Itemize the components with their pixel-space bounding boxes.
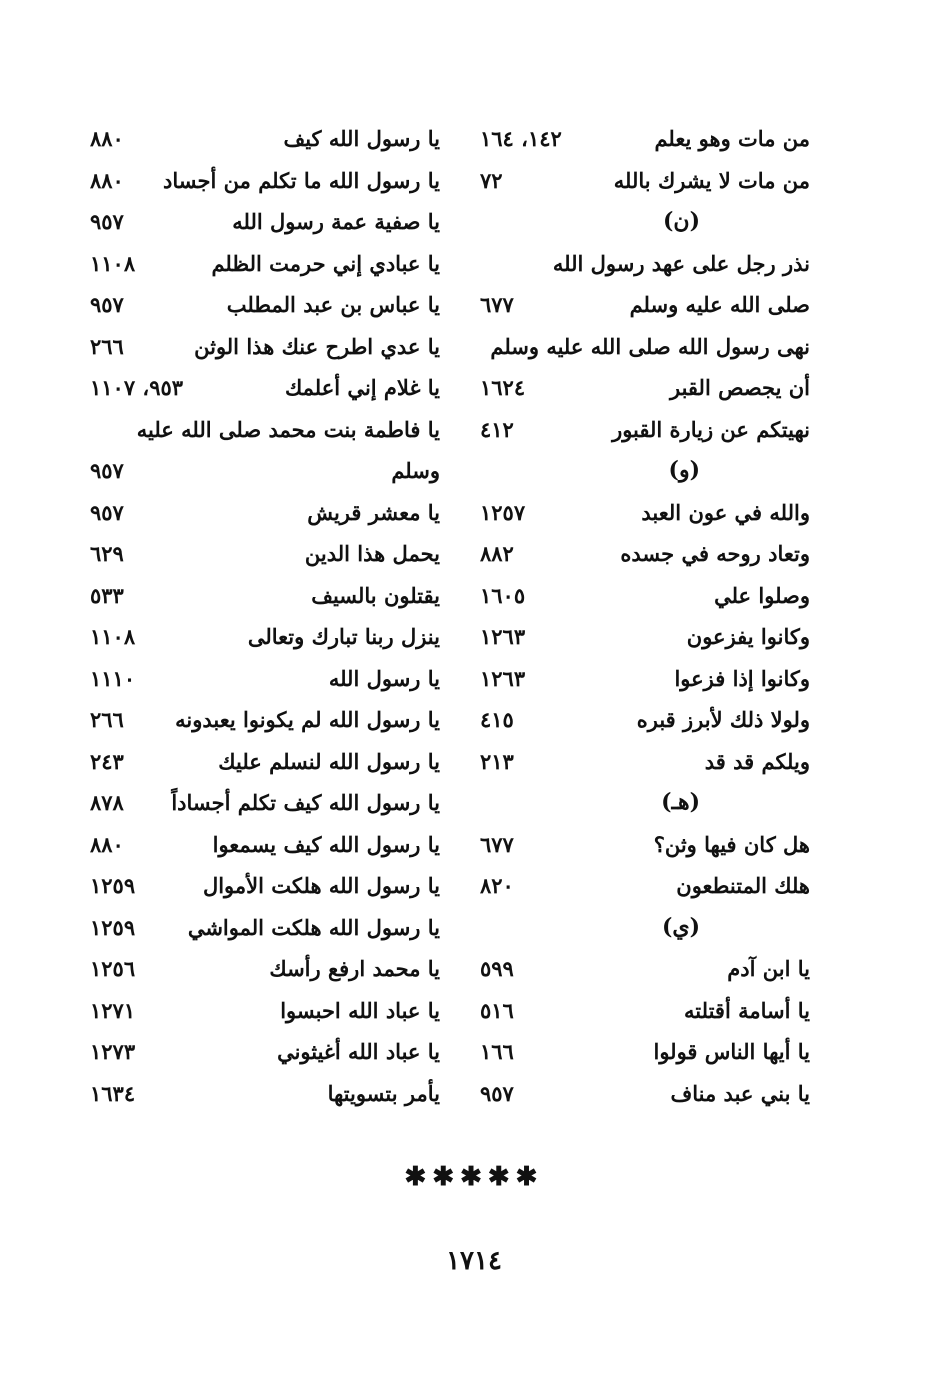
entry-page-ref: ٨٧٨: [90, 790, 124, 815]
entry-text: يا عدي اطرح عنك هذا الوثن: [194, 333, 440, 359]
index-entry: [90, 575, 440, 617]
entry-text: وكانوا يفزعون: [686, 624, 810, 649]
index-entry: [90, 201, 440, 243]
entry-page-ref: ١٢٦٣: [480, 665, 526, 691]
entry-page-ref: ٨٢٠: [480, 873, 514, 898]
entry-page-ref: ١٦٠٥: [480, 582, 526, 608]
index-entry: [90, 824, 440, 866]
entry-text: وتعاد روحه في جسده: [620, 541, 810, 566]
entry-text: يا رسول الله: [328, 665, 440, 691]
letter-header-label: (ي): [661, 913, 700, 940]
letter-header-label: (و): [668, 457, 700, 483]
index-entry: [480, 492, 810, 534]
entry-text: يا أسامة أقتلته: [684, 997, 810, 1023]
index-entry: [480, 948, 810, 990]
entry-page-ref: ٧٢: [480, 167, 503, 193]
entry-text: من مات وهو يعلم: [654, 126, 810, 151]
entry-text: وسلم: [391, 458, 440, 483]
entry-page-ref: ١٦٢٤: [480, 375, 526, 400]
letter-header: [480, 450, 810, 492]
entry-page-ref: ١٢٥٩: [90, 914, 136, 940]
entry-text: يا عباس بن عبد المطلب: [226, 292, 440, 317]
index-entry: [480, 1031, 810, 1073]
letter-header-label: (هـ): [661, 789, 700, 815]
index-entry: [90, 865, 440, 907]
index-entry: [90, 907, 440, 949]
entry-text: وصلوا علي: [714, 582, 810, 608]
entry-page-ref: ٦٢٩: [90, 541, 124, 566]
entry-text: هلك المتنطعون: [676, 873, 810, 898]
entry-page-ref: ٦٧٧: [480, 292, 514, 317]
entry-text: هل كان فيها وثن؟: [653, 831, 810, 857]
index-entry: [90, 326, 440, 368]
entry-page-ref: ٨٨٠: [90, 126, 124, 151]
entry-page-ref: ٥٣٣: [90, 582, 124, 608]
index-entry: [480, 824, 810, 866]
entry-text: يا ابن آدم: [727, 956, 810, 981]
entry-text: يا فاطمة بنت محمد صلى الله عليه: [136, 416, 440, 442]
index-entry: [90, 990, 440, 1032]
entry-page-ref: ٩٥٧: [90, 458, 124, 483]
entry-text: يا بني عبد مناف: [670, 1080, 810, 1106]
entry-text: يا رسول الله ما تكلم من أجساد: [163, 167, 440, 193]
index-entry: [90, 243, 440, 285]
entry-page-ref: ١١١٠: [90, 665, 136, 691]
entry-text: يحمل هذا الدين: [304, 541, 440, 566]
entry-page-ref: ٨٨٢: [480, 541, 514, 566]
entry-text: نهى رسول الله صلى الله عليه وسلم: [490, 333, 810, 359]
entry-text: يا رسول الله هلكت الأموال: [202, 873, 440, 898]
index-entry: [90, 1073, 440, 1115]
entry-text: يا محمد ارفع رأسك: [269, 956, 440, 981]
letter-header-label: (ن): [663, 208, 700, 234]
index-entry: [90, 533, 440, 575]
entry-page-ref: ٩٥٧: [480, 1080, 514, 1106]
index-entry: [480, 575, 810, 617]
entry-page-ref: ١٢٥٩: [90, 873, 136, 898]
entry-page-ref: ٥٩٩: [480, 956, 514, 981]
index-entry: [480, 367, 810, 409]
entry-page-ref: ٦٧٧: [480, 831, 514, 857]
entry-text: نهيتكم عن زيارة القبور: [612, 416, 810, 442]
index-entry: [480, 118, 810, 160]
entry-text: يا عباد الله احبسوا: [280, 997, 440, 1023]
entry-text: يا رسول الله هلكت المواشي: [187, 914, 440, 940]
entry-page-ref: ٤١٢: [480, 416, 514, 442]
entry-text: يا غلام إني أعلمك: [284, 375, 440, 400]
index-entry: [480, 699, 810, 741]
index-entry: [90, 450, 440, 492]
index-entry: [480, 865, 810, 907]
entry-page-ref: ٢٦٦: [90, 333, 124, 359]
entry-text: يأمر بتسويتها: [327, 1080, 440, 1106]
index-entry: [90, 1031, 440, 1073]
entry-text: يا أيها الناس قولوا: [653, 1039, 810, 1064]
letter-header: [480, 907, 810, 949]
section-separator: ✱✱✱✱✱: [404, 1162, 544, 1192]
index-entry: [480, 990, 810, 1032]
index-entry: [90, 741, 440, 783]
entry-page-ref: ٩٥٧: [90, 292, 124, 317]
entry-text: ويلكم قد قد: [704, 748, 810, 774]
index-column-right: [480, 118, 810, 1114]
index-entry: [480, 658, 810, 700]
index-entry: [90, 948, 440, 990]
entry-text: يا معشر قريش: [307, 499, 440, 525]
entry-page-ref: ٢١٣: [480, 748, 514, 774]
entry-text: يا صفية عمة رسول الله: [232, 209, 440, 234]
index-entry: [90, 492, 440, 534]
index-entry: [480, 243, 810, 285]
index-entry: [480, 533, 810, 575]
index-entry: [90, 658, 440, 700]
entry-text: يا رسول الله كيف تكلم أجساداً: [171, 790, 440, 815]
entry-text: ولولا ذلك لأبرز قبره: [636, 707, 810, 732]
entry-page-ref: ١٢٥٦: [90, 956, 136, 981]
entry-page-ref: ٩٥٣، ١١٠٧: [90, 375, 184, 400]
entry-page-ref: ٢٤٣: [90, 748, 124, 774]
index-entry: [480, 741, 810, 783]
entry-page-ref: ٨٨٠: [90, 167, 124, 193]
index-entry: [90, 699, 440, 741]
index-entry: [480, 1073, 810, 1115]
entry-page-ref: ١٢٥٧: [480, 499, 526, 525]
index-entry: [480, 616, 810, 658]
index-entry: [480, 409, 810, 451]
entry-page-ref: ١٦٦: [480, 1039, 514, 1064]
entry-text: يا عباد الله أغيثوني: [277, 1039, 440, 1064]
index-entry: [90, 367, 440, 409]
index-entry: [90, 284, 440, 326]
index-entry: [480, 284, 810, 326]
entry-text: يا رسول الله لنسلم عليك: [218, 748, 440, 774]
entry-page-ref: ١٤٢، ١٦٤: [480, 126, 562, 151]
entry-page-ref: ٩٥٧: [90, 499, 124, 525]
entry-page-ref: ١٢٦٣: [480, 624, 526, 649]
entry-text: يا رسول الله كيف يسمعوا: [212, 831, 440, 857]
entry-text: من مات لا يشرك بالله: [613, 167, 810, 193]
index-entry: [480, 160, 810, 202]
entry-page-ref: ١٢٧١: [90, 997, 136, 1023]
entry-text: يقتلون بالسيف: [311, 582, 440, 608]
entry-page-ref: ١٦٣٤: [90, 1080, 136, 1106]
entry-text: ينزل ربنا تبارك وتعالى: [247, 624, 440, 649]
index-entry: [90, 118, 440, 160]
entry-text: يا عبادي إني حرمت الظلم: [211, 250, 440, 276]
entry-page-ref: ٤١٥: [480, 707, 514, 732]
entry-page-ref: ٥١٦: [480, 997, 514, 1023]
index-entry: [90, 409, 440, 451]
letter-header: [480, 201, 810, 243]
entry-page-ref: ٢٦٦: [90, 707, 124, 732]
entry-page-ref: ١٢٧٣: [90, 1039, 136, 1064]
entry-text: صلى الله عليه وسلم: [629, 292, 810, 317]
index-entry: [90, 782, 440, 824]
entry-text: نذر رجل على عهد رسول الله: [552, 250, 810, 276]
entry-text: أن يجصص القبر: [670, 375, 810, 400]
entry-text: يا رسول الله لم يكونوا يعبدونه: [175, 707, 440, 732]
page-number: ١٧١٤: [446, 1246, 502, 1276]
entry-page-ref: ١١٠٨: [90, 250, 136, 276]
entry-page-ref: ١١٠٨: [90, 624, 136, 649]
entry-page-ref: ٨٨٠: [90, 831, 124, 857]
index-entry: [480, 326, 810, 368]
index-entry: [90, 616, 440, 658]
index-column-left: [90, 118, 440, 1114]
entry-text: والله في عون العبد: [641, 499, 810, 525]
entry-page-ref: ٩٥٧: [90, 209, 124, 234]
letter-header: [480, 782, 810, 824]
entry-text: وكانوا إذا فزعوا: [674, 665, 810, 691]
entry-text: يا رسول الله كيف: [283, 126, 440, 151]
index-entry: [90, 160, 440, 202]
